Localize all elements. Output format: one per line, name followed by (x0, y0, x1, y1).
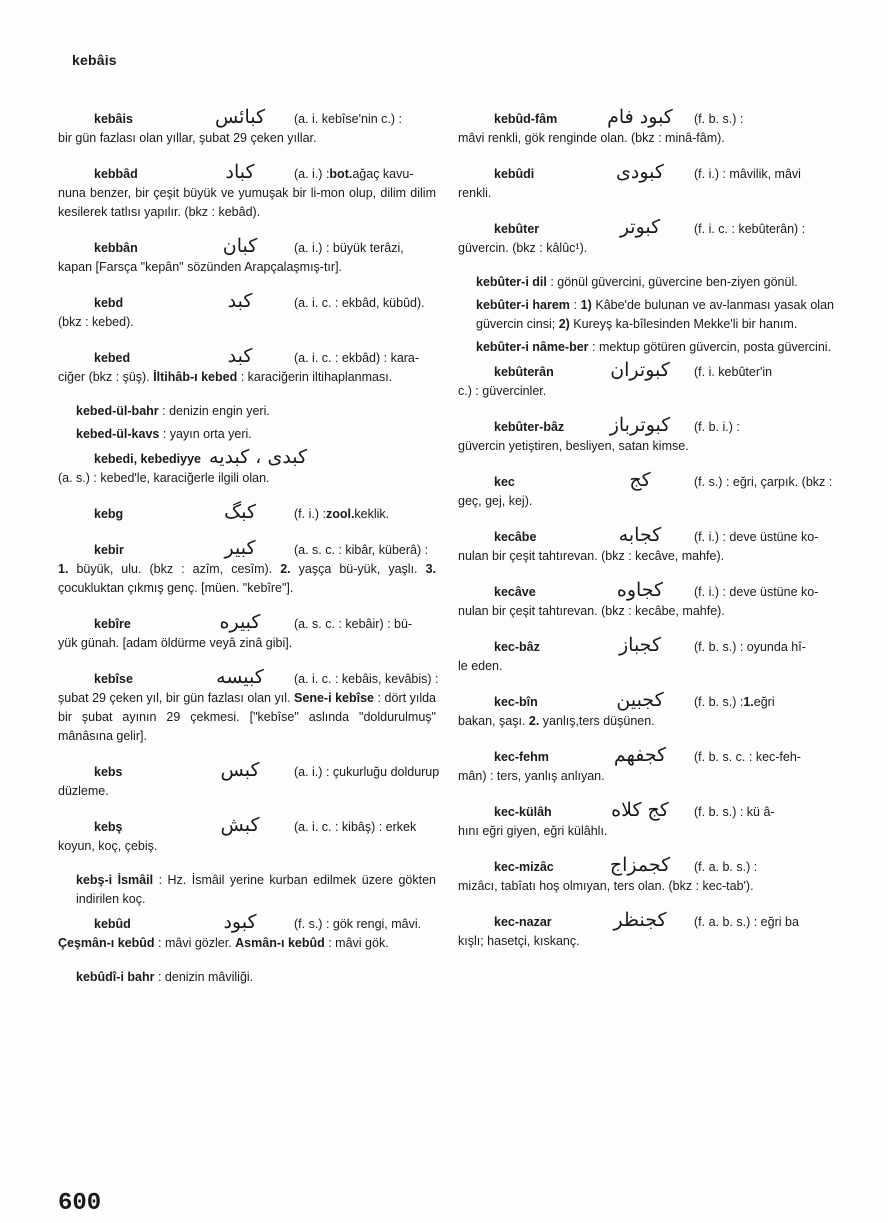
definition-text (458, 767, 834, 786)
definition-text (58, 689, 436, 746)
text-run: şubat 29 çeken yıl, bir gün fazlası olan yıl. (58, 691, 295, 705)
dictionary-entry (58, 759, 440, 801)
text-run: : dört yılda bir şubat ayının 29 çekmesi. ["kebîse" aslında "doldurulmuş" mânâsına gelir]. (58, 691, 437, 743)
dictionary-entry (458, 691, 834, 731)
dictionary-entry (58, 108, 436, 148)
text-run: bakan, şaşı. (458, 714, 529, 728)
dictionary-entry (458, 636, 834, 676)
grammar-note: (a. i. c. : ekbâd) : kara- (294, 351, 420, 365)
arabic-script: كبود فام (607, 106, 673, 128)
text-run: Kâbe'de bulunan ve av-lanması yasak olan güvercin cinsi; (476, 298, 834, 331)
bold-term: 1. (58, 562, 69, 576)
headword: kecâbe (494, 530, 537, 544)
arabic-script: كجابه (618, 524, 662, 546)
headword: kec-bâz (494, 640, 540, 654)
sub-entry (58, 871, 436, 909)
dictionary-entry (458, 746, 834, 786)
dictionary-entry (458, 581, 834, 621)
definition-text (458, 437, 834, 456)
headword: kebûdi (494, 167, 535, 181)
definition-text (58, 129, 436, 148)
entry-headline (458, 361, 834, 382)
headword: kebedi, kebediyye (94, 452, 202, 466)
text-run: çocukluktan çıkmış genç. [müen. "kebîre"]. (58, 581, 294, 595)
definition-text (58, 560, 436, 598)
definition-text (58, 634, 436, 653)
arabic-script: كج كلاه (611, 799, 669, 821)
dictionary-entry (458, 273, 834, 292)
definition-continued: mizâcı, tabîatı hoş olmıyan, ters olan. (bkz : kec-tab'). (458, 879, 754, 893)
definition-text (58, 313, 436, 332)
definition-text (58, 258, 436, 277)
definition-continued: mân) : ters, yanlış anlıyan. (458, 769, 605, 783)
dictionary-entry (458, 338, 834, 357)
entry-headline (58, 292, 436, 313)
bold-term: 2. (280, 562, 291, 576)
bold-term: Sene-i kebîse (294, 691, 375, 705)
headword: kebâis (94, 112, 133, 126)
grammar-note: (f. b. s.) : kü â- (694, 805, 775, 819)
headword: kebbâd (94, 167, 138, 181)
grammar-note: (f. b. s.) : oyunda hî- (694, 640, 806, 654)
arabic-script: كبد (227, 290, 253, 312)
arabic-script: كبير (224, 537, 256, 559)
bold-term: Asmân-ı kebûd (235, 936, 325, 950)
definition-continued: le eden. (458, 659, 503, 673)
arabic-script: كباد (225, 161, 255, 183)
arabic-script: كبيسه (216, 666, 264, 688)
grammar-note: (f. i.) : mâvilik, mâvi (694, 167, 801, 181)
headword: kec-mizâc (494, 860, 554, 874)
entry-headline (458, 416, 834, 437)
definition-continued: : karaciğerin iltihaplanması. (240, 370, 393, 384)
sub-entry (458, 338, 834, 357)
entry-headline (458, 911, 834, 932)
text-run: yanlış,ters düşünen. (539, 714, 655, 728)
definition-text (458, 877, 834, 896)
dictionary-entry (58, 816, 436, 856)
definition-continued: kapan [Farsça "kepân" sözünden Arapçalaşmış-tır]. (58, 260, 343, 274)
grammar-note: (f. s.) : gök rengi, mâvi. (294, 917, 422, 931)
headword: kebş (94, 820, 123, 834)
entry-headline (58, 503, 436, 524)
sub-entry-text: : denizin mâviliği. (157, 970, 254, 984)
dictionary-entry (458, 296, 834, 334)
sub-entry-text: : denizin engin yeri. (162, 404, 270, 418)
entry-headline (458, 636, 834, 657)
sub-entry-head: kebş-i İsmâil (76, 873, 154, 887)
grammar-note: (a. s. c. : kebâir) : bü- (294, 617, 413, 631)
dictionary-entry (58, 402, 436, 421)
definition-continued: c.) : güvercinler. (458, 384, 547, 398)
grammar-note: (a. i. c. : kebâis, kevâbis) : (294, 672, 439, 686)
entry-headline (58, 163, 436, 184)
definition-text (458, 932, 834, 951)
dictionary-entry (58, 613, 436, 653)
dictionary-entry (58, 237, 436, 277)
headword: kebûterân (494, 365, 554, 379)
dictionary-entry (58, 666, 439, 746)
bold-term: bot. (329, 167, 353, 181)
headword: kebed (94, 351, 131, 365)
definition-text (58, 934, 436, 953)
dictionary-entry (58, 163, 436, 222)
grammar-note: (f. i.) : (294, 507, 326, 521)
definition-text (58, 184, 436, 222)
arabic-script: كبيره (219, 611, 261, 633)
headword: kebbân (94, 241, 138, 255)
definition-continued: düzleme. (58, 784, 109, 798)
page-number: 600 (58, 1190, 102, 1217)
definition-text (58, 368, 436, 387)
headword: kec-fehm (494, 750, 549, 764)
right-column (458, 108, 834, 966)
definition-continued: güvercin yetiştiren, besliyen, satan kimse. (458, 439, 689, 453)
entry-headline (58, 816, 436, 837)
sub-entry-head: kebûter-i harem (476, 298, 570, 312)
definition-continued: ciğer (bkz : şüş). (58, 370, 150, 384)
definition-continued: geç, gej, kej). (458, 494, 533, 508)
headword: kebîse (94, 672, 133, 686)
arabic-script: كبان (222, 235, 258, 257)
dictionary-entry (458, 218, 834, 258)
dictionary-entry (58, 448, 436, 488)
arabic-script: كبش (220, 814, 260, 836)
text-run: Kureyş ka-bîlesinden Mekke'li bir hanım. (569, 317, 798, 331)
bold-term: 1) (580, 298, 592, 312)
grammar-note: (f. a. b. s.) : (694, 860, 758, 874)
entry-headline (58, 108, 436, 129)
definition-text (458, 492, 834, 511)
headword: kebûd (94, 917, 131, 931)
grammar-note: (f. a. b. s.) : eğri ba (694, 915, 799, 929)
entry-headline (458, 691, 834, 712)
definition-continued: (bkz : kebed). (58, 315, 134, 329)
left-column (58, 106, 440, 991)
sub-entry-text: : mektup götüren güvercin, posta güvercini. (592, 340, 832, 354)
dictionary-entry (58, 347, 436, 387)
dictionary-entry (458, 526, 834, 566)
bold-term: Çeşmân-ı kebûd (58, 936, 155, 950)
entry-headline (58, 448, 436, 469)
entry-headline (58, 539, 436, 560)
headword: kebûd-fâm (494, 112, 558, 126)
arabic-script: كبوتر (619, 216, 661, 238)
grammar-note: (f. i.) : deve üstüne ko- (694, 585, 819, 599)
entry-headline (458, 526, 834, 547)
grammar-note: (f. b. s.) : (694, 695, 744, 709)
dictionary-entry (458, 911, 834, 951)
sub-entry-head: kebed-ül-kavs (76, 427, 160, 441)
entry-headline (458, 471, 834, 492)
definition-continued: renkli. (458, 186, 492, 200)
definition-continued: kışlı; hasetçi, kıskanç. (458, 934, 580, 948)
arabic-script: كبائس (214, 106, 266, 128)
definition-text (458, 382, 834, 401)
grammar-note: (f. i.) : deve üstüne ko- (694, 530, 819, 544)
arabic-script: كبوتران (610, 359, 670, 381)
headword: kebir (94, 543, 124, 557)
arabic-script: كجاوه (616, 579, 664, 601)
entry-headline (458, 581, 834, 602)
definition-start: eğri (753, 695, 775, 709)
definition-continued: nulan bir çeşit tahtırevan. (bkz : kecâve, mahfe). (458, 549, 725, 563)
definition-text (58, 469, 436, 488)
dictionary-entry (458, 471, 834, 511)
definition-continued: nuna benzer, bir çeşit büyük ve yumuşak bir li-mon olup, dilim dilim kesilerek tatlısı yapılır. (bkz : kebâd). (58, 186, 436, 219)
grammar-note: (f. b. s. c. : kec-feh- (694, 750, 801, 764)
text-run: : mâvi gök. (324, 936, 389, 950)
headword: kec (494, 475, 515, 489)
sub-entry (58, 968, 436, 987)
dictionary-entry (58, 292, 436, 332)
dictionary-entry (458, 163, 834, 203)
headword: kebîre (94, 617, 131, 631)
grammar-note: (a. s. c. : kibâr, küberâ) : (294, 543, 429, 557)
grammar-note: (a. i. c. : ekbâd, kübûd). (294, 296, 425, 310)
definition-start: keklik. (354, 507, 390, 521)
arabic-script: كبدى ، كبديه (209, 446, 308, 468)
entry-headline (58, 613, 436, 634)
entry-headline (458, 218, 834, 239)
sub-entry-head: kebûter-i nâme-ber (476, 340, 589, 354)
bold-term: zool. (325, 507, 355, 521)
text-run: yaşça bü-yük, yaşlı. (290, 562, 426, 576)
definition-text (58, 837, 436, 856)
grammar-note: (f. s.) : eğri, çarpık. (bkz : (694, 475, 833, 489)
headword: kec-bîn (494, 695, 538, 709)
entry-headline (458, 856, 834, 877)
running-head: kebâis (72, 52, 117, 68)
sub-entry (458, 273, 834, 292)
grammar-note: (a. i.) : çukurluğu doldurup (294, 765, 440, 779)
sub-entry (58, 402, 436, 421)
entry-headline (58, 666, 439, 689)
grammar-note: (f. b. s.) : (694, 112, 744, 126)
definition-continued: (a. s.) : kebed'le, karaciğerle ilgili olan. (58, 471, 270, 485)
entry-headline (58, 237, 436, 258)
bold-term: 1. (743, 695, 754, 709)
text-run: : mâvi gözler. (154, 936, 236, 950)
bold-term: İltihâb-ı kebed (153, 370, 238, 384)
definition-continued: koyun, koç, çebiş. (58, 839, 158, 853)
arabic-script: كجنظر (613, 909, 667, 931)
arabic-script: كبگ (224, 501, 256, 523)
definition-text (458, 712, 834, 731)
headword: kecâve (494, 585, 536, 599)
arabic-script: كجبين (616, 689, 664, 711)
arabic-script: كج (629, 469, 651, 491)
arabic-script: كجمزاج (609, 854, 671, 876)
definition-start: ağaç kavu- (352, 167, 414, 181)
arabic-script: كبود (223, 911, 257, 933)
sub-entry (58, 425, 436, 444)
arabic-script: كبوترباز (609, 414, 671, 436)
definition-continued: bir gün fazlası olan yıllar, şubat 29 çeken yıllar. (58, 131, 317, 145)
entry-headline (458, 163, 834, 184)
arabic-script: كجفهم (613, 744, 667, 766)
definition-text (458, 602, 834, 621)
headword: kebg (94, 507, 124, 521)
definition-text (458, 657, 834, 676)
headword: kebd (94, 296, 124, 310)
grammar-note: (a. i.) : büyük terâzi, (294, 241, 404, 255)
entry-headline (58, 913, 436, 934)
arabic-script: كبودى (616, 161, 664, 183)
dictionary-entry (458, 108, 834, 148)
definition-continued: mâvi renkli, gök renginde olan. (bkz : minâ-fâm). (458, 131, 725, 145)
sub-entry-head: kebûdî-i bahr (76, 970, 155, 984)
definition-text (458, 822, 834, 841)
text-run: : (573, 298, 581, 312)
definition-continued: hını eğri giyen, eğri külâhlı. (458, 824, 608, 838)
dictionary-entry (58, 968, 436, 987)
definition-text (458, 184, 834, 203)
entry-headline (58, 759, 440, 782)
dictionary-entry (458, 856, 834, 896)
entry-headline (458, 746, 834, 767)
sub-entry-text: : gönül güvercini, güvercine ben-ziyen gönül. (550, 275, 798, 289)
bold-term: 2) (558, 317, 570, 331)
grammar-note: (f. i. c. : kebûterân) : (694, 222, 806, 236)
definition-continued: güvercin. (bkz : kâlûc¹). (458, 241, 588, 255)
entry-headline (458, 801, 834, 822)
dictionary-entry (58, 539, 436, 598)
definition-text (58, 782, 436, 801)
definition-continued: yük günah. [adam öldürme veyâ zinâ gibi]. (58, 636, 293, 650)
grammar-note: (f. b. i.) : (694, 420, 740, 434)
arabic-script: كجباز (618, 634, 661, 656)
headword: kec-nazar (494, 915, 552, 929)
sub-entry-head: kebûter-i dil (476, 275, 547, 289)
arabic-script: كبد (227, 345, 253, 367)
arabic-script: كبس (220, 759, 260, 781)
dictionary-entry (58, 425, 436, 444)
sub-entry (458, 296, 834, 334)
bold-term: 2. (528, 714, 540, 728)
dictionary-entry (58, 871, 436, 909)
text-run: büyük, ulu. (bkz : azîm, cesîm). (68, 562, 281, 576)
sub-entry-text: : Hz. İsmâil yerine kurban edilmek üzere gökten indirilen koç. (76, 873, 436, 906)
definition-text (458, 547, 834, 566)
dictionary-entry (458, 361, 834, 401)
definition-text (458, 129, 834, 148)
definition-text (458, 239, 834, 258)
sub-entry-head: kebed-ül-bahr (76, 404, 159, 418)
grammar-note: (f. i. kebûter'in (694, 365, 773, 379)
headword: kec-külâh (494, 805, 552, 819)
definition-continued: nulan bir çeşit tahtırevan. (bkz : kecâbe, mahfe). (458, 604, 725, 618)
dictionary-entry (458, 416, 834, 456)
headword: kebûter-bâz (494, 420, 565, 434)
bold-term: 3. (425, 562, 436, 576)
entry-headline (58, 347, 436, 368)
sub-entry-text: : yayın orta yeri. (162, 427, 252, 441)
headword: kebûter (494, 222, 540, 236)
dictionary-entry (58, 913, 436, 953)
grammar-note: (a. i. kebîse'nin c.) : (294, 112, 402, 126)
headword: kebs (94, 765, 123, 779)
entry-headline (458, 108, 834, 129)
dictionary-entry (58, 503, 436, 524)
grammar-note: (a. i.) : (294, 167, 330, 181)
dictionary-entry (458, 801, 834, 841)
grammar-note: (a. i. c. : kibâş) : erkek (294, 820, 417, 834)
